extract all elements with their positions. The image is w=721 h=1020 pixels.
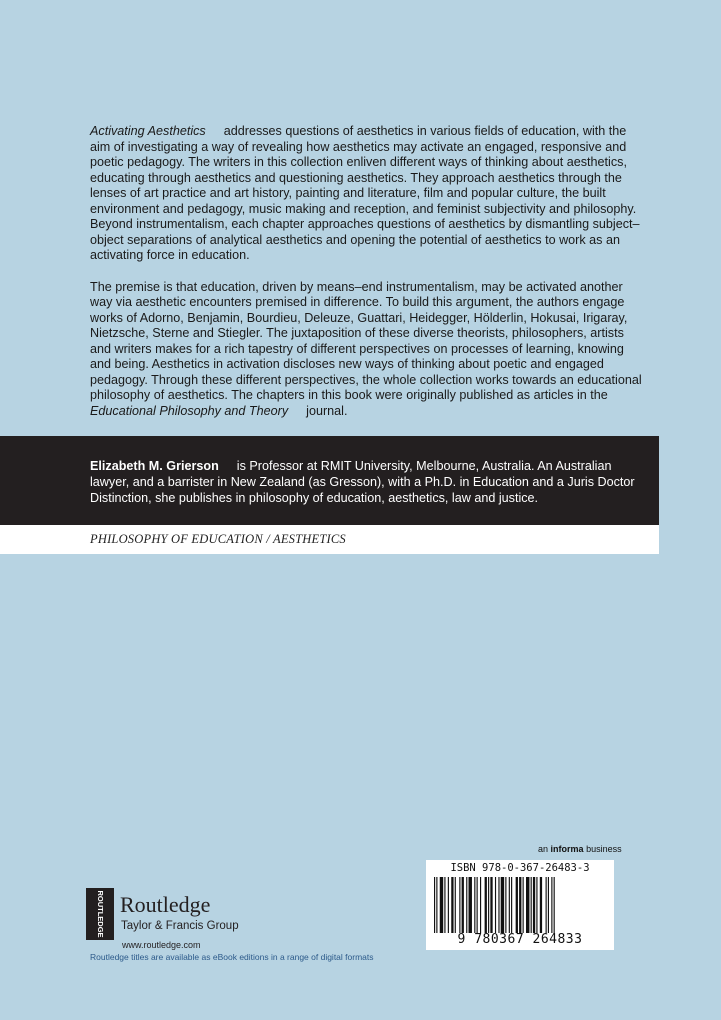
barcode-bar bbox=[533, 877, 535, 933]
barcode-bar bbox=[511, 877, 512, 933]
author-bio-text: is Professor at RMIT University, Melbourne, Australia. An Australian lawyer, and a barrister in New Zealand (as Gresson), with a Ph.D. in Education and a Juris Doctor Distinction, she publishes in philosophy of education, aesthetics, law and justice. bbox=[90, 459, 635, 505]
subject-category-band bbox=[0, 525, 659, 554]
barcode-bar bbox=[516, 877, 518, 933]
barcode-bar bbox=[469, 877, 472, 933]
blurb-paragraph-2-text: The premise is that education, driven by means–end instrumentalism, may be activated another way via aesthetic encounters premised in difference. To build this argument, the authors engage works of Adorno, Benjamin, Bourdieu, Deleuze, Guattari, Heidegger, Hölderlin, Hokusai, Irigaray, Nietzsche, Sterne and Stiegler. The juxtaposition of these diverse theorists, philosophers, artists and writers makes for a rich tapestry of different perspectives on processes of learning, knowing and being. Aesthetics in activation discloses new ways of thinking about poetic and engaged pedagogy. Through these different perspectives, the whole collection works towards an educational philosophy of aesthetics. The chapters in this book were originally published as articles in the bbox=[90, 279, 642, 402]
barcode-bar bbox=[440, 877, 443, 933]
barcode-bar bbox=[526, 877, 529, 933]
author-name: Elizabeth M. Grierson bbox=[90, 459, 219, 473]
barcode-bar bbox=[459, 877, 460, 933]
barcode-bar bbox=[448, 877, 449, 933]
informa-business-line bbox=[538, 844, 622, 854]
back-cover-blurb bbox=[90, 124, 645, 435]
barcode-bar bbox=[480, 877, 481, 933]
blurb-paragraph-1-text: addresses questions of aesthetics in various fields of education, with the aim of investigating a way of revealing how aesthetics may activate an engaged, responsive and poetic pedagogy. The writers in this collection enliven different ways of thinking about aesthetics, educating through aesthetics and questioning aesthetics. They approach aesthetics through the lenses of art practice and art history, painting and literature, film and popular culture, the built environment and pedagogy, music making and reception, and feminist subjectivity and philosophy. Beyond instrumentalism, each chapter approaches questions of aesthetics by dismantling subject–object separations of analytical aesthetics and opening the potential of aesthetics to work as an activating force in education. bbox=[90, 124, 640, 262]
barcode-bar bbox=[519, 877, 521, 933]
subject-category: PHILOSOPHY OF EDUCATION / AESTHETICS bbox=[90, 532, 346, 546]
barcode-bar bbox=[536, 877, 537, 933]
author-bio-band bbox=[0, 436, 659, 525]
barcode-bar bbox=[451, 877, 453, 933]
barcode-bar bbox=[474, 877, 475, 933]
book-title-italic: Activating Aesthetics bbox=[90, 124, 206, 138]
barcode-bar bbox=[531, 877, 532, 933]
barcode-bar bbox=[455, 877, 456, 933]
publisher-website: www.routledge.com bbox=[122, 940, 201, 950]
barcode-bar bbox=[540, 877, 542, 933]
isbn-barcode bbox=[426, 860, 614, 950]
barcode-bar bbox=[462, 877, 464, 933]
author-bio bbox=[90, 458, 635, 506]
barcode-bar bbox=[509, 877, 510, 933]
routledge-logo-icon bbox=[86, 888, 114, 940]
barcode-bar bbox=[466, 877, 467, 933]
blurb-paragraph-2 bbox=[90, 280, 645, 420]
logo-vertical-text: ROUTLEDGE bbox=[96, 890, 106, 938]
blurb-paragraph-1 bbox=[90, 124, 645, 264]
barcode-bar bbox=[554, 877, 555, 933]
barcode-bars bbox=[434, 877, 606, 933]
barcode-bar bbox=[498, 877, 499, 933]
informa-bold: informa bbox=[550, 844, 584, 854]
barcode-bar bbox=[488, 877, 489, 933]
barcode-bar bbox=[495, 877, 496, 933]
blurb-paragraph-2-end: journal. bbox=[306, 403, 348, 418]
barcode-digits: 9 780367 264833 bbox=[457, 932, 583, 947]
barcode-bar bbox=[490, 877, 492, 933]
barcode-bar bbox=[444, 877, 445, 933]
publisher-group: Taylor & Francis Group bbox=[121, 920, 239, 932]
barcode-bar bbox=[505, 877, 506, 933]
informa-suffix: business bbox=[586, 844, 622, 854]
barcode-bar bbox=[436, 877, 437, 933]
journal-title-italic: Educational Philosophy and Theory bbox=[90, 403, 289, 418]
barcode-bar bbox=[485, 877, 487, 933]
barcode-bar bbox=[548, 877, 549, 933]
ebook-note: Routledge titles are available as eBook editions in a range of digital formats bbox=[90, 952, 374, 962]
barcode-bar bbox=[501, 877, 504, 933]
barcode-bar bbox=[434, 877, 435, 933]
barcode-bar bbox=[551, 877, 552, 933]
barcode-bar bbox=[523, 877, 524, 933]
isbn-label: ISBN 978-0-367-26483-3 bbox=[450, 862, 590, 874]
publisher-name: Routledge bbox=[120, 892, 211, 917]
barcode-bar bbox=[477, 877, 478, 933]
informa-prefix: an bbox=[538, 844, 549, 854]
barcode-bar bbox=[546, 877, 547, 933]
